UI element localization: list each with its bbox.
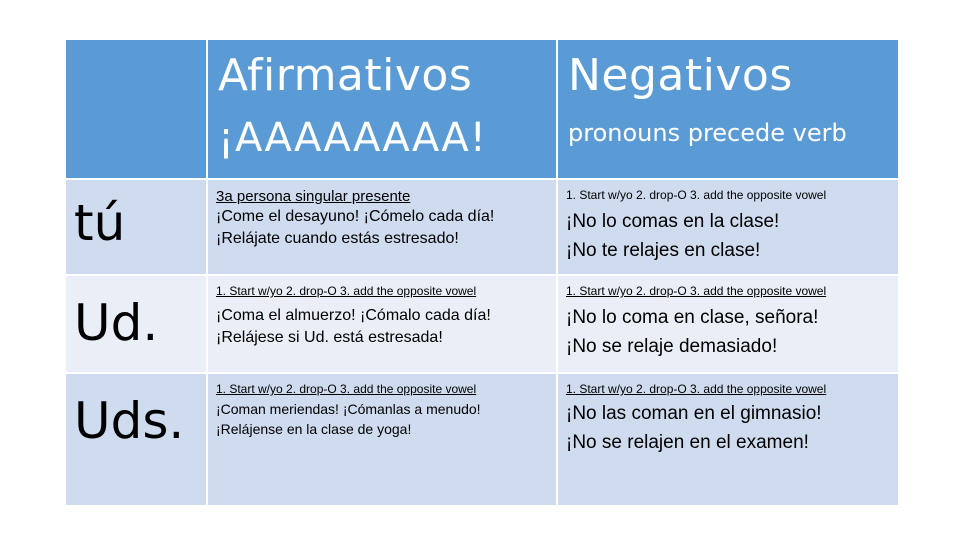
negative-cell-uds xyxy=(558,374,898,505)
example-line: ¡No se relaje demasiado! xyxy=(566,336,778,357)
pronoun-cell-uds xyxy=(66,374,206,505)
afirmativos-title: Afirmativos xyxy=(218,50,473,101)
example-line: ¡No te relajes en clase! xyxy=(566,240,761,261)
example-line: ¡Coma el almuerzo! ¡Cómalo cada día! xyxy=(216,307,491,324)
header-negativos xyxy=(558,40,898,178)
corner-cell xyxy=(66,40,206,178)
negative-cell-ud xyxy=(558,276,898,372)
pronoun-label: Ud. xyxy=(74,294,159,352)
pronoun-label: tú xyxy=(74,194,126,252)
rule-text: 1. Start w/yo 2. drop-O 3. add the opposite vowel xyxy=(566,284,827,298)
affirmative-cell-ud xyxy=(208,276,556,372)
example-line: ¡Relájese si Ud. está estresada! xyxy=(216,329,443,346)
example-line: ¡Relájate cuando estás estresado! xyxy=(216,230,459,247)
rule-text: 3a persona singular presente xyxy=(216,188,411,205)
header-afirmativos xyxy=(208,40,556,178)
rule-text: 1. Start w/yo 2. drop-O 3. add the opposite vowel xyxy=(566,188,827,202)
affirmative-cell-tu xyxy=(208,180,556,274)
example-line: ¡No lo comas en la clase! xyxy=(566,211,780,232)
pronoun-cell-ud xyxy=(66,276,206,372)
example-line: ¡Coman meriendas! ¡Cómanlas a menudo! xyxy=(216,401,481,417)
example-line: ¡Come el desayuno! ¡Cómelo cada día! xyxy=(216,208,495,225)
negative-cell-tu xyxy=(558,180,898,274)
example-line: ¡No lo coma en clase, señora! xyxy=(566,307,819,328)
rule-text: 1. Start w/yo 2. drop-O 3. add the opposite vowel xyxy=(566,382,827,396)
example-line: ¡No se relajen en el examen! xyxy=(566,432,809,453)
afirmativos-subtitle: ¡AAAAAAAA! xyxy=(218,115,487,161)
pronoun-cell-tu xyxy=(66,180,206,274)
pronoun-label: Uds. xyxy=(74,392,185,450)
affirmative-cell-uds xyxy=(208,374,556,505)
negativos-subtitle: pronouns precede verb xyxy=(568,119,847,147)
rule-text: 1. Start w/yo 2. drop-O 3. add the opposite vowel xyxy=(216,382,477,396)
negativos-title: Negativos xyxy=(568,50,793,101)
example-line: ¡Relájense en la clase de yoga! xyxy=(216,421,412,437)
rule-text: 1. Start w/yo 2. drop-O 3. add the opposite vowel xyxy=(216,284,477,298)
example-line: ¡No las coman en el gimnasio! xyxy=(566,403,822,424)
command-table xyxy=(66,40,894,499)
